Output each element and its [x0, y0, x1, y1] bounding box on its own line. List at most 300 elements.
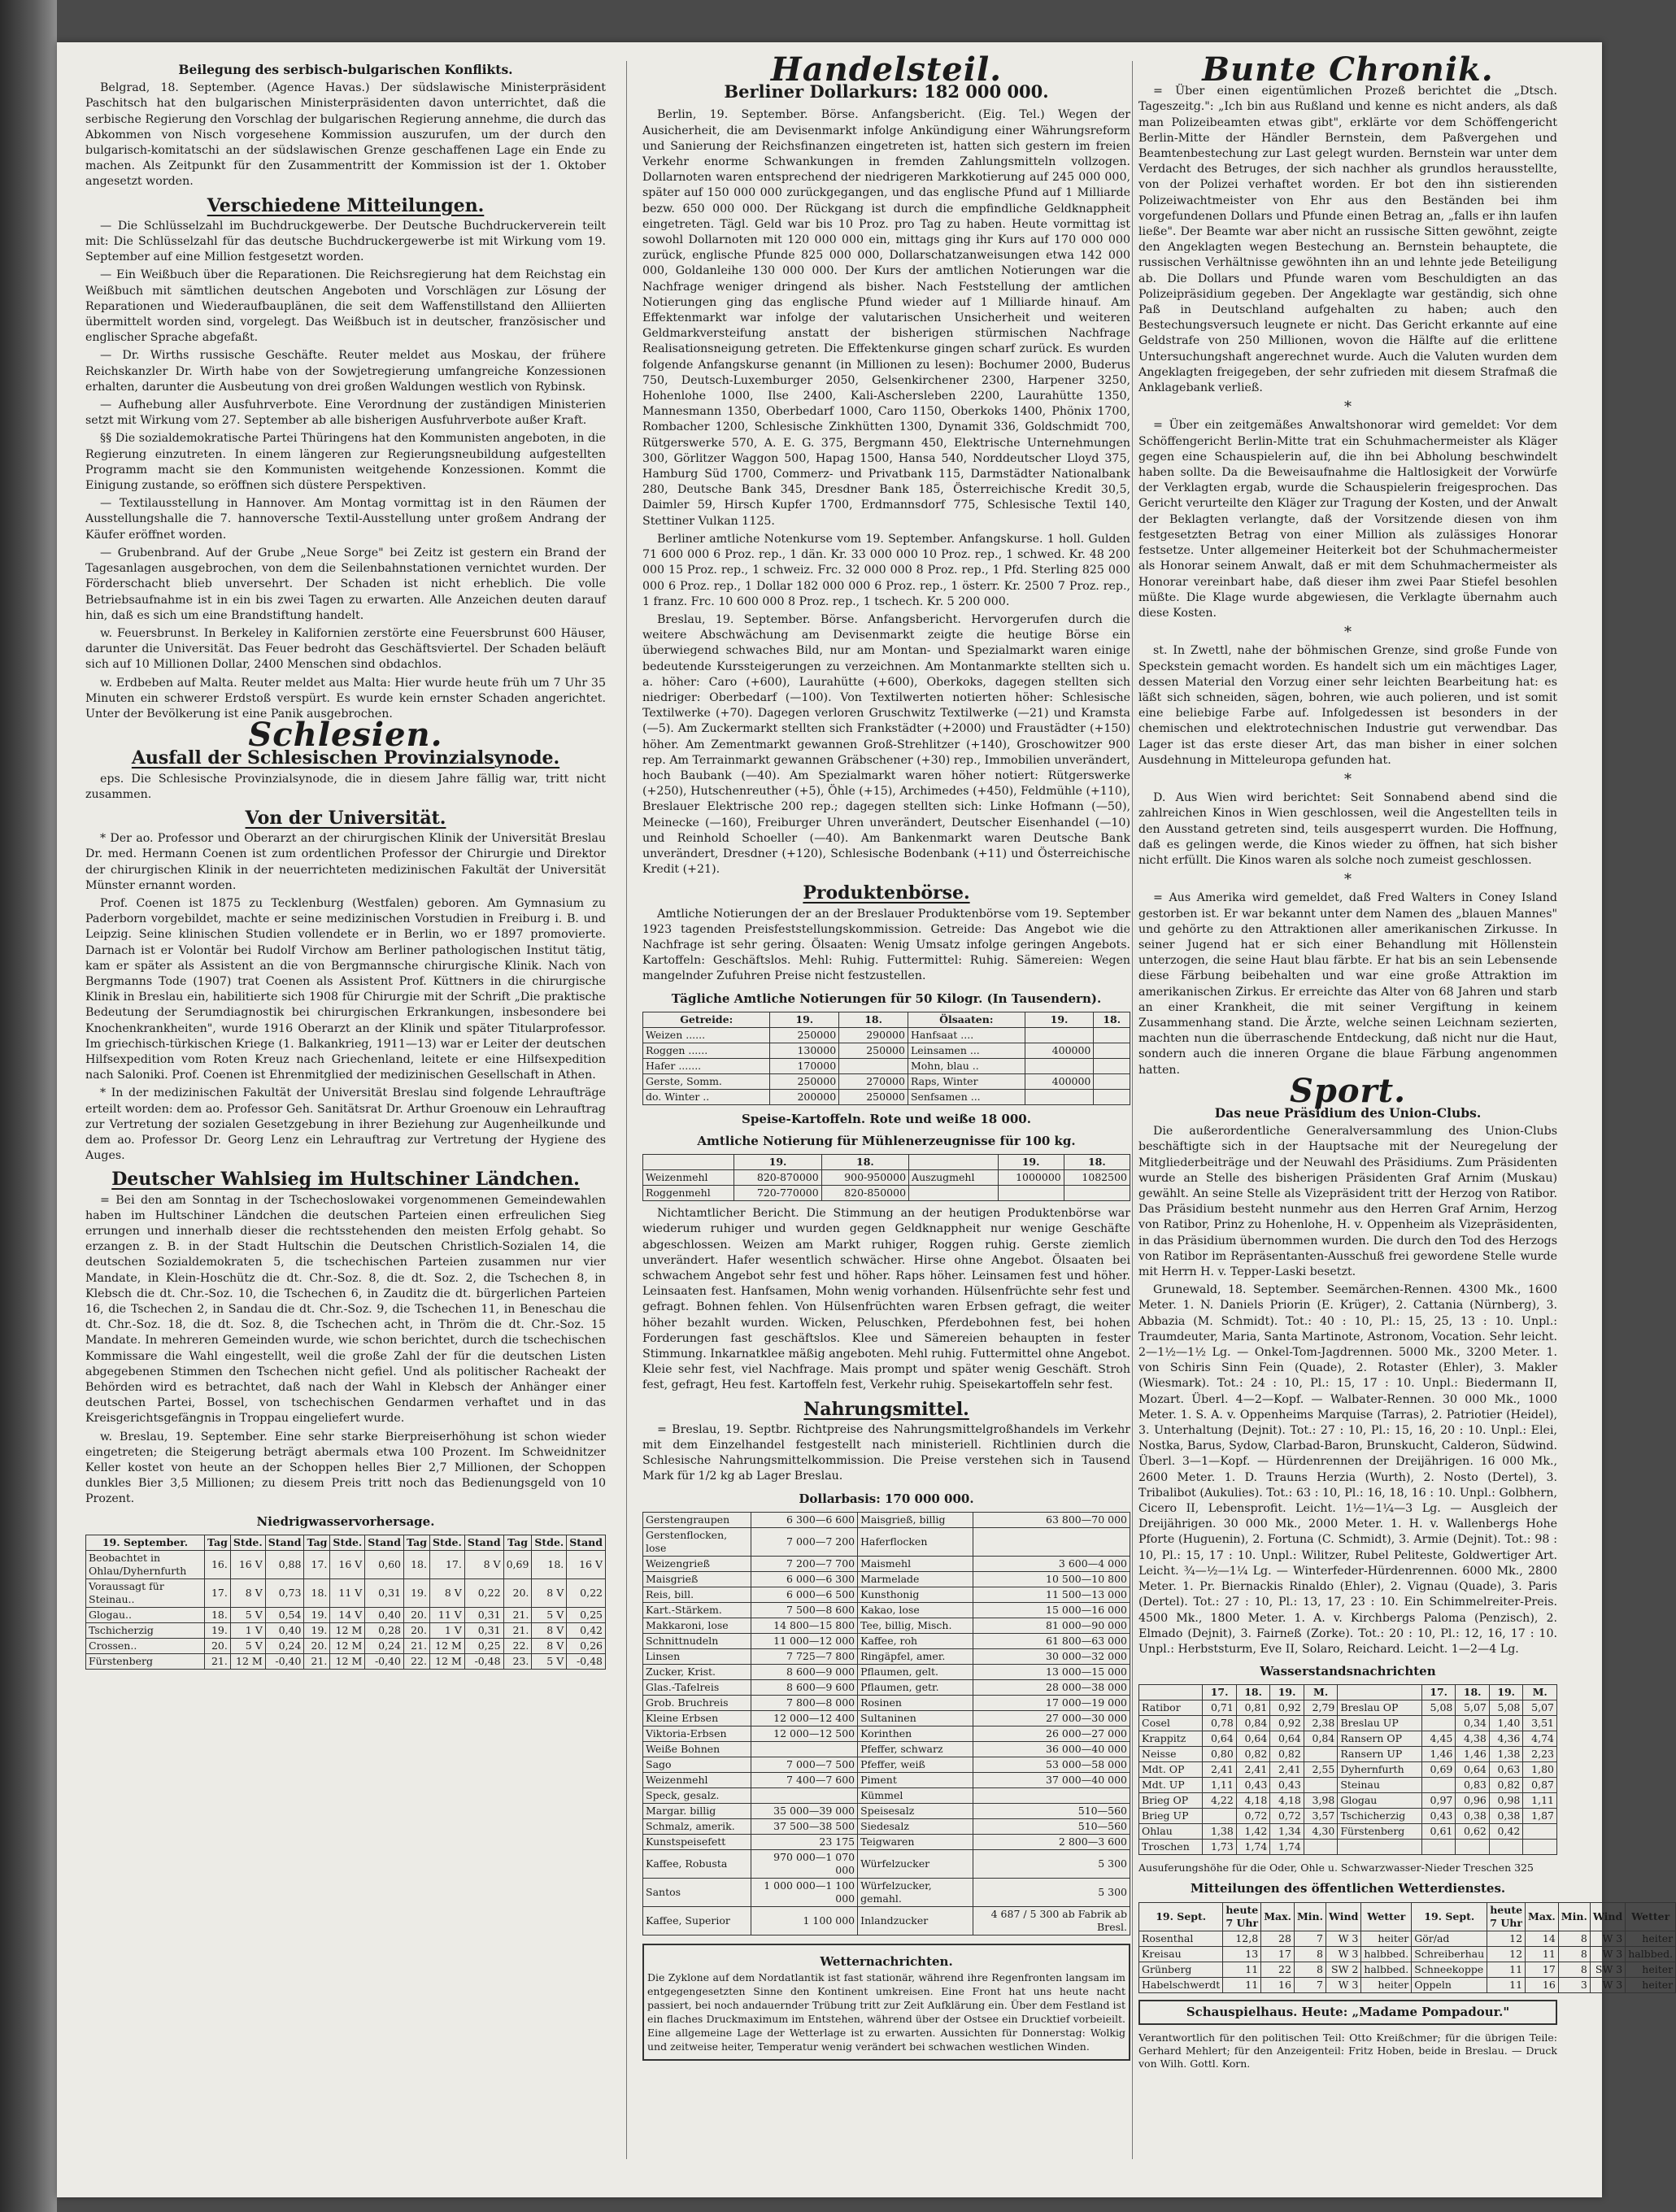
table-cell: 16 V — [567, 1550, 606, 1578]
table-cell: Würfelzucker — [858, 1849, 973, 1878]
table-cell: 0,38 — [1456, 1809, 1490, 1824]
table-cell: 6 300—6 600 — [751, 1512, 857, 1527]
table-cell: Rosenthal — [1139, 1931, 1223, 1946]
table-cell: 21. — [204, 1653, 230, 1669]
table-cell: 0,72 — [1236, 1809, 1270, 1824]
table-cell: Grünberg — [1139, 1962, 1223, 1977]
table-header-cell: 18. — [839, 1012, 908, 1027]
table-cell: 250000 — [770, 1027, 839, 1043]
table-cell: 0,42 — [567, 1622, 606, 1638]
table-cell: 15 000—16 000 — [973, 1602, 1130, 1618]
table-cell — [751, 1787, 857, 1803]
food-prices-table — [642, 1512, 1130, 1936]
table-header-cell: Stand — [567, 1535, 606, 1550]
table-cell — [1025, 1089, 1094, 1104]
table-cell: Sultaninen — [858, 1710, 973, 1726]
table-header-cell: heute 7 Uhr — [1223, 1902, 1261, 1931]
table-cell — [1094, 1043, 1130, 1058]
table-cell — [1304, 1840, 1338, 1855]
article-heading: Von der Universität. — [245, 807, 446, 829]
table-header-row — [86, 1535, 606, 1550]
table-cell: 0,26 — [567, 1638, 606, 1653]
weather-text: Die Zyklone auf dem Nordatlantik ist fast stationär, während ihre Regenfronten langsam im entgegengesetzten Sinne den Kontinent umkreisen. Eine Front hat uns heute nacht passiert, bei noch andauernder Trübung tritt zur Zeit Aufklärung ein. Über dem Festland ist ein flaches Druckmaximum im Entstehen, während über der Ostsee ein Drucktief vorbeieilt. Eine allgemeine Lage der Wetterlage ist zu erwarten. Aussichten für Donnerstag: Wolkig und zeitweise heiter, Temperatur wenig verändert bei schwachen westlichen Winden. — [647, 1970, 1125, 2053]
table-row — [643, 1878, 1130, 1906]
table-cell: 8 V — [532, 1578, 567, 1607]
table-cell: 13 000—15 000 — [973, 1664, 1130, 1679]
article-text: = Breslau, 19. Septbr. Richtpreise des Nahrungsmittelgroßhandels im Verkehr mit dem Einzelhandel festgestellt nach ministeriell. Richtlinien durch die Schlesische Nahrungsmittelkommission. Die Preise verstehen sich in Tausend Mark für 1/2 kg ab Lager Breslau. — [642, 1422, 1130, 1483]
grain-prices-table — [642, 1012, 1130, 1105]
table-cell: 20. — [404, 1607, 430, 1622]
table-cell: 17 — [1526, 1962, 1559, 1977]
table-cell: 1,11 — [1523, 1793, 1557, 1809]
table-cell: 20. — [204, 1638, 230, 1653]
table-cell: 820-850000 — [821, 1186, 908, 1201]
table-cell: 0,24 — [365, 1638, 404, 1653]
table-cell: Mdt. UP — [1139, 1778, 1203, 1793]
article-heading: Beilegung des serbisch-bulgarischen Konflikts. — [178, 62, 513, 77]
table-cell: Brieg OP — [1139, 1793, 1203, 1809]
table-cell: 1,87 — [1523, 1809, 1557, 1824]
table-row — [1139, 1946, 1676, 1962]
separator-star: * — [1344, 871, 1352, 889]
table-cell: 16. — [204, 1550, 230, 1578]
table-cell: 0,96 — [1456, 1793, 1490, 1809]
table-row — [643, 1043, 1130, 1058]
article-text: w. Erdbeben auf Malta. Reuter meldet aus Malta: Hier wurde heute früh um 7 Uhr 35 Minuten ein schwerer Erdstoß verspürt. Es wurde kein ernster Schaden angerichtet. Unter der Bevölkerung ist eine Panik ausgebrochen. — [85, 676, 606, 721]
table-cell: 2,55 — [1304, 1762, 1338, 1778]
table-header-cell: 19. — [1025, 1012, 1094, 1027]
table-body — [643, 1170, 1130, 1201]
table-cell: 5 V — [230, 1638, 265, 1653]
table-cell: 290000 — [839, 1027, 908, 1043]
table-cell: 0,22 — [567, 1578, 606, 1607]
table-cell: 1,74 — [1270, 1840, 1304, 1855]
table-cell: -0,48 — [567, 1653, 606, 1669]
article-text: = Über ein zeitgemäßes Anwaltshonorar wird gemeldet: Vor dem Schöffengericht Berlin-Mitte trat ein Schuhmachermeister als Kläger gegen eine Schauspielerin auf, die ihn bei Abholung beschwindelt haben sollte. Da die Beweisaufnahme die Haltlosigkeit der Vorwürfe der Verklagten ergab, wurde die Schauspielerin freigesprochen. Das Gericht verurteilte den Kläger zur Tragung der Kosten, und der Anwalt der Beklagten verlangte, daß der Vorsitzende diesen von ihm festgesetzten Betrag von einer Million als zulässiges Honorar festsetze. Unter allgemeiner Heiterkeit bot der Schuhmachermeister als Honorar seinem Anwalt, daß er mit dem Schuhmachermeister als Honorar vereinbart habe, daß dieser ihm zwei Paar Stiefel besohlen müßte. Die Klage wurde abgewiesen, die Verklagte übernahm auch diese Kosten. — [1138, 419, 1557, 620]
separator-star: * — [1344, 398, 1352, 416]
table-cell: 8 V — [464, 1550, 503, 1578]
weather-box — [642, 1944, 1130, 2061]
table-cell: Gerste, Somm. — [643, 1073, 770, 1089]
table-cell: 0,25 — [567, 1607, 606, 1622]
table-cell: 11 000—12 000 — [751, 1633, 857, 1648]
table-cell: Gerstengraupen — [643, 1512, 751, 1527]
table-cell: 720-770000 — [734, 1186, 821, 1201]
table-cell: 20. — [304, 1638, 330, 1653]
table-cell: Maisgrieß — [643, 1571, 751, 1587]
table-header-cell: 19. — [998, 1155, 1064, 1170]
article-text: — Grubenbrand. Auf der Grube „Neue Sorge" bei Zeitz ist gestern ein Brand der Tagesanlagen ausgebrochen, von dem die Seilenbahnstationen vernichtet wurden. Der Förderschacht blieb unversehrt. Der Schaden ist nicht erheblich. Die volle Betriebsaufnahme ist in ein bis zwei Tagen zu erwarten. Alle Anzeichen deuten darauf hin, daß es sich um eine Brandstiftung handelt. — [85, 546, 606, 622]
article-text: Amtliche Notierungen der an der Breslauer Produktenbörse vom 19. September 1923 tagenden Preisfeststellungskommission. Getreide: Das Angebot wie die Nachfrage ist sehr gering. Ölsaaten: Wenig Umsatz infolge geringen Angebots. Kartoffeln: Geschäftslos. Mehl: Ruhig. Futtermittel: Ruhig. Sämereien: Wegen mangelnder Zufuhren Preise nicht festzustellen. — [642, 907, 1130, 983]
table-cell: 10 500—10 800 — [973, 1571, 1130, 1587]
section-heading: Produktenbörse. — [803, 882, 970, 904]
table-cell: 0,40 — [365, 1607, 404, 1622]
table-cell: heiter — [1626, 1962, 1676, 1977]
table-cell: 53 000—58 000 — [973, 1757, 1130, 1772]
table-row — [86, 1622, 606, 1638]
table-cell: Leinsamen ... — [908, 1043, 1025, 1058]
table-cell: Maismehl — [858, 1556, 973, 1571]
table-row — [1139, 1977, 1676, 1992]
table-cell: 23. — [503, 1653, 532, 1669]
table-cell — [1421, 1840, 1456, 1855]
table-cell: 4,18 — [1236, 1793, 1270, 1809]
table-header-cell: M. — [1304, 1685, 1338, 1700]
table-cell: 3 — [1558, 1977, 1590, 1992]
table-cell: Teigwaren — [858, 1834, 973, 1849]
table-header-cell — [643, 1155, 734, 1170]
table-cell: 1 000 000—1 100 000 — [751, 1878, 857, 1906]
table-row — [1139, 1747, 1557, 1762]
table-cell: Glogau — [1338, 1793, 1422, 1809]
table-cell: 13 — [1223, 1946, 1261, 1962]
table-cell: 35 000—39 000 — [751, 1803, 857, 1818]
table-cell: 3 600—4 000 — [973, 1556, 1130, 1571]
table-cell: 0,43 — [1270, 1778, 1304, 1793]
table-cell: Kunsthonig — [858, 1587, 973, 1602]
table-header-cell: Min. — [1294, 1902, 1326, 1931]
table-cell: Pflaumen, getr. — [858, 1679, 973, 1695]
table-cell — [1456, 1840, 1490, 1855]
table-cell: Pfeffer, schwarz — [858, 1741, 973, 1757]
column-2 — [642, 50, 1130, 2163]
table-row — [86, 1653, 606, 1669]
article-text: §§ Die sozialdemokratische Partei Thüringens hat den Kommunisten angeboten, in die Regierung einzutreten. In einem längeren zur Regierungsneubildung aufgestellten Programm macht sie den Kommunisten weitgehende Konzessionen. Kommt die Einigung zustande, so eröffnen sich düstere Perspektiven. — [85, 432, 606, 493]
table-cell: 820-870000 — [734, 1170, 821, 1186]
table-cell: W 3 — [1326, 1931, 1360, 1946]
table-cell: 8 V — [230, 1578, 265, 1607]
table-header-cell: Getreide: — [643, 1012, 770, 1027]
table-cell: 5,07 — [1456, 1700, 1490, 1716]
article-text: * In der medizinischen Fakultät der Universität Breslau sind folgende Lehraufträge erteilt worden: dem ao. Professor Geh. Sanitätsrat Dr. Arthur Groenouw ein Lehrauftrag zur Vertretung der sozialen Gesetzgebung in ihrer Beziehung zur Augenheilkunde und dem ao. Professor Dr. Georg Lenz ein Lehrauftrag zur Vertretung der Hygiene des Auges. — [85, 1086, 606, 1163]
table-cell: 8 V — [532, 1622, 567, 1638]
table-row — [643, 1602, 1130, 1618]
table-cell: 0,78 — [1203, 1716, 1237, 1731]
table-cell: 81 000—90 000 — [973, 1618, 1130, 1633]
table-cell: 16 — [1261, 1977, 1295, 1992]
table-cell: Dyhernfurth — [1338, 1762, 1422, 1778]
table-row — [643, 1679, 1130, 1695]
table-cell: W 3 — [1326, 1946, 1360, 1962]
table-cell: 4,45 — [1421, 1731, 1456, 1747]
table-cell: 12,8 — [1223, 1931, 1261, 1946]
article-text: = Bei den am Sonntag in der Tschechoslowakei vorgenommenen Gemeindewahlen haben im Hultschiner Ländchen die deutschen Parteien einen erfreulichen Sieg errungen und innerhalb dieser die rechtsstehenden den meisten Erfolg gehabt. So erzangen z. B. in der Stadt Hultschin die Deutschen Christlich-Sozialen 14, die deutschen Sozialdemokraten 5, die tschechischen Parteien zusammen nur vier Mandate, in Klein-Hoschütz die dt. Chr.-Soz. 8, die dt. Soz. 2, die Tschechen 8, in Klebsch die dt. Chr.-Soz. 10, die Tschechen 6, in Zauditz die dt. bürgerlichen Parteien 16, die Tschechen 2, in Sandau die dt. Chr.-Soz. 9, die Tschechen 11, in Beneschau die dt. Chr.-Soz. 18, die dt. Soz. 8, die Tschechen acht, in Thröm die dt. Chr.-Soz. 15 Mandate. In mehreren Gemeinden wurde, wie schon berichtet, durch die tschechischen Kommissare die Wahl eingestellt, weil die große Zahl der für die deutschen Listen abgegebenen Stimmen den Tschechen nicht gefiel. Und als politischer Racheakt der Behörden wird es betrachtet, daß nach der Wahl in Klebsch der Anhänger einer deutschen Partei, Bossel, von tschechischen Gendarmen verhaftet und in das Kreisgerichtsgefängnis in Troppau eingeliefert wurde. — [85, 1193, 606, 1426]
table-cell — [1203, 1809, 1237, 1824]
table-cell — [1094, 1089, 1130, 1104]
table-cell: 3,98 — [1304, 1793, 1338, 1809]
table-cell: Piment — [858, 1772, 973, 1787]
table-cell: 400000 — [1025, 1073, 1094, 1089]
table-cell: Schneekoppe — [1412, 1962, 1487, 1977]
table-cell: 18. — [532, 1550, 567, 1578]
table-cell: 0,64 — [1236, 1731, 1270, 1747]
table-cell: 1,34 — [1270, 1824, 1304, 1840]
table-cell: 0,98 — [1489, 1793, 1523, 1809]
table-cell: 8 600—9 600 — [751, 1679, 857, 1695]
table-cell: Senfsamen ... — [908, 1089, 1025, 1104]
table-header-cell: 17. — [1421, 1685, 1456, 1700]
article-heading: Deutscher Wahlsieg im Hultschiner Ländchen. — [111, 1169, 580, 1191]
table-cell: 8 — [1558, 1931, 1590, 1946]
table-cell: 5,08 — [1421, 1700, 1456, 1716]
table-row — [643, 1648, 1130, 1664]
table-row — [643, 1571, 1130, 1587]
table-cell: 12 M — [429, 1653, 464, 1669]
flour-prices-table — [642, 1154, 1130, 1201]
table-cell: 8 — [1558, 1962, 1590, 1977]
table-cell: Weiße Bohnen — [643, 1741, 751, 1757]
table-row — [1139, 1716, 1557, 1731]
table-cell: 0,38 — [1489, 1809, 1523, 1824]
table-cell: 0,25 — [464, 1638, 503, 1653]
table-cell: Korinthen — [858, 1726, 973, 1741]
table-cell: Brieg UP — [1139, 1809, 1203, 1824]
table-body — [643, 1512, 1130, 1935]
table-cell: W 3 — [1590, 1977, 1625, 1992]
table-cell: Mohn, blau .. — [908, 1058, 1025, 1073]
table-header-cell: Stand — [464, 1535, 503, 1550]
table-cell: Schnittnudeln — [643, 1633, 751, 1648]
table-cell: 19. — [304, 1607, 330, 1622]
table-cell: Haferflocken — [858, 1527, 973, 1556]
table-cell: 4,74 — [1523, 1731, 1557, 1747]
table-header-cell: Stde. — [532, 1535, 567, 1550]
table-cell: Weizenmehl — [643, 1772, 751, 1787]
table-cell: Ransern OP — [1338, 1731, 1422, 1747]
theater-notice: Schauspielhaus. Heute: „Madame Pompadour." — [1138, 2000, 1557, 2025]
table-cell: 0,81 — [1236, 1700, 1270, 1716]
table-cell: Kaffee, roh — [858, 1633, 973, 1648]
binding-gutter — [0, 0, 57, 2212]
table-cell: 1,40 — [1489, 1716, 1523, 1731]
table-header-cell — [909, 1155, 998, 1170]
table-title: Mitteilungen des öffentlichen Wetterdienstes. — [1190, 1881, 1506, 1896]
table-cell: 19. — [304, 1622, 330, 1638]
table-cell: Breslau UP — [1338, 1716, 1422, 1731]
table-header-row — [643, 1155, 1130, 1170]
table-cell: Krappitz — [1139, 1731, 1203, 1747]
article-text: = Über einen eigentümlichen Prozeß berichtet die „Dtsch. Tageszeitg.": „Ich bin aus Rußland und kenne es nicht anders, als daß man Polizeibeamten etwas gibt", erklärte vor dem Schöffengericht Berlin-Mitte der Händler Bernstein, dem Paßvergehen und Beamtenbestechung zur Last gelegt wurden. Bernstein war unter dem Verdacht des Betruges, der sich nachher als grundlos herausstellte, von der Polizei verhaftet worden. Er bot den ihn sistierenden Polizeiwachtmeister von Ehr aus den Beständen bei ihm vorgefundenen Dollars und Pfunde einen Betrag an, „falls er ihn laufen ließe". Der Beamte war aber nicht an russische Sitten gewöhnt, zeigte den Angeklagten wegen Bestechung an. Bernstein behauptete, die russischen Verhältnisse gewöhnten ihn an und lehnte jede Beteiligung ab. Die Dollars und Pfunde waren vom Beschuldigten an das Polizeipräsidium gegeben. Der Angeklagte war geständig, sich ohne Paß in Deutschland aufgehalten zu haben; auch den Bestechungsversuch leugnete er nicht. Das Gericht erkannte auf eine Geldstrafe von 250 Millionen, wovon die Hälfte auf die erlittene Untersuchungshaft angerechnet wurde. Auch die Valuten wurden dem Angeklagten freigegeben, der sehr zufrieden mit diesem Strafmaß die Anklagebank verließ. — [1138, 85, 1557, 395]
table-cell: 17 — [1261, 1946, 1295, 1962]
table-title: Tägliche Amtliche Notierungen für 50 Kilogr. (In Tausendern). — [671, 991, 1102, 1006]
table-row — [643, 1757, 1130, 1772]
table-header-cell: Max. — [1261, 1902, 1295, 1931]
table-row — [643, 1587, 1130, 1602]
table-cell: 19. — [404, 1578, 430, 1607]
table-cell: heiter — [1361, 1931, 1412, 1946]
table-cell: 0,31 — [365, 1578, 404, 1607]
table-header-cell: Stand — [265, 1535, 304, 1550]
table-cell: 18. — [404, 1550, 430, 1578]
table-cell: 1,73 — [1203, 1840, 1237, 1855]
table-header-cell: Wetter — [1361, 1902, 1412, 1931]
table-cell: Tee, billig, Misch. — [858, 1618, 973, 1633]
table-cell: 2,41 — [1270, 1762, 1304, 1778]
table-header-cell: 18. — [1236, 1685, 1270, 1700]
table-header-cell: 19. Sept. — [1139, 1902, 1223, 1931]
table-row — [643, 1186, 1130, 1201]
table-cell: Cosel — [1139, 1716, 1203, 1731]
table-cell: 12 — [1487, 1931, 1526, 1946]
table-cell: -0,48 — [464, 1653, 503, 1669]
table-cell: 250000 — [839, 1043, 908, 1058]
table-cell: Kleine Erbsen — [643, 1710, 751, 1726]
article-text: Berliner amtliche Notenkurse vom 19. September. Anfangskurse. 1 holl. Gulden 71 600 000 6 Proz. rep., 1 dän. Kr. 33 000 000 10 Proz. rep., 1 schwed. Kr. 48 200 000 15 Proz. rep., 1 schweiz. Frc. 32 000 000 8 Proz. rep., 1 Pfd. Sterling 825 000 000 6 Proz. rep., 1 Dollar 182 000 000 6 Proz. rep., 1 österr. Kr. 2500 7 Proz. rep., 1 franz. Frc. 10 600 000 8 Proz. rep., 1 tschech. Kr. 5 200 000. — [642, 532, 1130, 608]
table-cell — [973, 1527, 1130, 1556]
table-header-cell: Tag — [503, 1535, 532, 1550]
table-cell: 30 000—32 000 — [973, 1648, 1130, 1664]
article-text: = Aus Amerika wird gemeldet, daß Fred Walters in Coney Island gestorben ist. Er war bekannt unter dem Namen des „blauen Mannes" und gehörte zu den Attraktionen aller amerikanischen Zirkusse. In seiner Jugend hat er sich einer Behandlung mit Höllenstein unterzogen, die seine Haut blau färbte. Er hat bis an sein Lebensende diese Färbung beibehalten und war eine große Attraktion im amerikanischen Zirkus. Er erreichte das Alter von 68 Jahren und starb an einer Krankheit, die mit seiner Vergiftung in keinem Zusammenhang stand. Die Ärzte, welche seinen Leichnam sezierten, machten nun die überraschende Entdeckung, daß nicht nur die Haut, sondern auch die inneren Organe die blaue Färbung angenommen hatten. — [1138, 891, 1557, 1077]
table-cell: Ohlau — [1139, 1824, 1203, 1840]
table-cell: 12 M — [330, 1638, 365, 1653]
table-cell: Würfelzucker, gemahl. — [858, 1878, 973, 1906]
table-row — [1139, 1840, 1557, 1855]
table-cell: Hafer ....... — [643, 1058, 770, 1073]
table-row — [643, 1618, 1130, 1633]
table-cell: Margar. billig — [643, 1803, 751, 1818]
table-cell: 4,18 — [1270, 1793, 1304, 1809]
article-text: Berlin, 19. September. Börse. Anfangsbericht. (Eig. Tel.) Wegen der Ausicherheit, die am Devisenmarkt infolge Ankündigung einer Währungsreform und Sanierung der Reichsfinanzen eingetreten ist, hatten sich gestern im freien Verkehr enorme Schwankungen in fremden Zahlungsmitteln vollzogen. Dollarnoten waren entsprechend der niedrigeren Markkotierung auf 245 000 000, später auf 150 000 000 zurückgegangen, und das englische Pfund auf 1 Milliarde bezw. 650 000 000. Der Rückgang ist durch die empfindliche Geldknappheit eingetreten. Tägl. Geld war bis 10 Proz. pro Tag zu haben. Heute vormittag ist sowohl Dollarnoten mit 120 000 000 ein, mittags ging ihr Kurs auf 170 000 000 zurück, englische Pfunde 825 000 000, Dollarschatzanweisungen etwa 142 000 000, Goldanleihe 130 000 000. Der Kurs der amtlichen Notierungen war die Nachfrage weniger dringend als bisher. Nach Feststellung der amtlichen Notierungen ging das englische Pfund wieder auf 1 Milliarde hinauf. Am Effektenmarkt war infolge der valutarischen Unsicherheit und weiteren Geldmarkversteifung anstatt der bisherigen stürmischen Nachfrage Realisationsneigung getreten. Die Effektenkurse gingen scharf zurück. Es wurden folgende Anfangskurse genannt (in Millionen zu lesen): Bochumer 2000, Buderus 750, Deutsch-Luxemburger 2050, Gelsenkirchener 2300, Harpener 3250, Hohenlohe 1000, Ilse 2400, Kali-Aschersleben 2200, Laurahütte 1350, Mannesmann 1350, Oberbedarf 1000, Caro 1150, Oberkoks 1400, Phönix 1700, Rombacher 1200, Schlesische Zinkhütten 1300, Dynamit 336, Goldschmidt 700, Rütgerswerke 570, A. E. G. 375, Bergmann 450, Elektrische Unternehmungen 300, Görlitzer Waggon 500, Hapag 1500, Hansa 540, Norddeutscher Lloyd 375, Hamburg Süd 1700, Commerz- und Privatbank 115, Darmstädter Nationalbank 280, Deutsche Bank 345, Dresdner Bank 185, Österreichische Kredit 30,5, Daimler 59, Hirsch Kupfer 1700, Erdmannsdorf 775, Schlesische Textil 140, Stettiner Vulkan 1125. — [642, 108, 1130, 528]
table-cell — [1523, 1824, 1557, 1840]
table-row — [643, 1633, 1130, 1648]
table-cell: 0,87 — [1523, 1778, 1557, 1793]
table-cell: Troschen — [1139, 1840, 1203, 1855]
table-cell: 61 800—63 000 — [973, 1633, 1130, 1648]
table-cell: 21. — [304, 1653, 330, 1669]
table-cell: Auszugmehl — [909, 1170, 998, 1186]
table-cell — [1094, 1073, 1130, 1089]
table-cell: 0,73 — [265, 1578, 304, 1607]
table-row — [1139, 1793, 1557, 1809]
table-cell: 0,43 — [1236, 1778, 1270, 1793]
table-cell: heiter — [1626, 1977, 1676, 1992]
table-header-cell: Stde. — [429, 1535, 464, 1550]
table-cell: 5 V — [532, 1607, 567, 1622]
table-cell — [1489, 1840, 1523, 1855]
dollar-basis: Dollarbasis: 170 000 000. — [799, 1491, 974, 1506]
table-cell: 6 000—6 300 — [751, 1571, 857, 1587]
table-title: Niedrigwasservorhersage. — [256, 1513, 435, 1529]
table-cell: Oppeln — [1412, 1977, 1487, 1992]
table-header-cell: Stand — [365, 1535, 404, 1550]
table-cell: W 3 — [1326, 1977, 1360, 1992]
table-row — [643, 1073, 1130, 1089]
table-cell: 1,80 — [1523, 1762, 1557, 1778]
column-1 — [85, 57, 606, 2163]
table-cell: Sago — [643, 1757, 751, 1772]
table-row — [643, 1527, 1130, 1556]
table-header-cell: 18. — [821, 1155, 908, 1170]
section-title: Sport. — [1289, 1071, 1406, 1110]
table-body — [1139, 1700, 1557, 1855]
table-cell: 0,61 — [1421, 1824, 1456, 1840]
table-row — [86, 1638, 606, 1653]
table-cell: 4,36 — [1489, 1731, 1523, 1747]
table-cell: 7 800—8 000 — [751, 1695, 857, 1710]
table-note: Speise-Kartoffeln. Rote und weiße 18 000. — [742, 1111, 1031, 1126]
article-heading: Das neue Präsidium des Union-Clubs. — [1214, 1105, 1482, 1121]
article-text: — Ein Weißbuch über die Reparationen. Die Reichsregierung hat dem Reichstag ein Weißbuch mit sämtlichen deutschen Angeboten und Vorschlägen zur Lösung der Reparationen und Wiederaufbauplänen, die seit dem Waffenstillstand den Alliierten übermittelt worden sind, vorgelegt. Das Weißbuch ist in deutscher, französischer und englischer Sprache abgefaßt. — [85, 268, 606, 345]
article-text: eps. Die Schlesische Provinzialsynode, die in diesem Jahre fällig war, tritt nicht zusammen. — [85, 772, 606, 801]
table-cell: 28 — [1261, 1931, 1295, 1946]
table-cell: Kaffee, Superior — [643, 1906, 751, 1935]
table-header-cell: Stde. — [230, 1535, 265, 1550]
table-cell: Mdt. OP — [1139, 1762, 1203, 1778]
article-text: st. In Zwettl, nahe der böhmischen Grenze, sind große Funde von Speckstein gemacht worden. Es handelt sich um ein mächtiges Lager, dessen Material den Vorzug einer sehr leichten Bearbeitung hat: es läßt sich schneiden, sägen, bohren, wie auch polieren, und ist somit eine beliebige Farbe auf. Infolgedessen ist besonders in der chemischen und elektrotechnischen Industrie gut verwendbar. Das Lager ist das erste dieser Art, das man bisher in einer solchen Ausdehnung in Mitteleuropa gefunden hat. — [1138, 644, 1557, 767]
article-text: Prof. Coenen ist 1875 zu Tecklenburg (Westfalen) geboren. Am Gymnasium zu Paderborn vorgebildet, machte er seine medizinischen Vorstudien in Freiburg i. B. und Leipzig. Seine klinischen Studien vollendete er in Berlin, wo er 1897 promovierte. Darnach ist er Volontär bei Rudolf Virchow am Berliner pathologischen Institut tätig, kam er später als Assistent an die von Bergmannsche chirurgische Klinik. Nach von Bergmanns Tode (1907) trat Coenen als Assistent Prof. Küttners in die chirurgische Klinik in Breslau ein, habilitierte sich 1908 für Chirurgie mit der Schrift „Die praktische Bedeutung der Serumdiagnostik bei chirurgischen Erkrankungen, insbesondere bei Knochenkrankheiten", wurde 1916 Oberarzt an der Klinik und später Titularprofessor. Im griechisch-türkischen Kriege (1. Balkankrieg, 1911—13) war er Leiter der deutschen Hilfsexpedition vom Roten Kreuz nach Griechenland, leitete er eine Hilfsexpedition nach Saloniki. Prof. Coenen ist Ehrenmitglied der medizinischen Gesellschaft in Athen. — [85, 896, 606, 1082]
table-footnote: Ausuferungshöhe für die Oder, Ohle u. Schwarzwasser-Nieder Treschen 325 — [1138, 1861, 1534, 1875]
column-rule — [1132, 61, 1133, 2159]
table-cell: 0,62 — [1456, 1824, 1490, 1840]
table-row — [86, 1578, 606, 1607]
table-cell: 0,72 — [1270, 1809, 1304, 1824]
table-cell: Makkaroni, lose — [643, 1618, 751, 1633]
column-3 — [1138, 50, 1674, 2163]
table-cell: 16 V — [330, 1550, 365, 1578]
table-cell: 6 000—6 500 — [751, 1587, 857, 1602]
table-cell: 17. — [204, 1578, 230, 1607]
table-cell: 200000 — [770, 1089, 839, 1104]
table-cell: 7 — [1294, 1931, 1326, 1946]
table-row — [86, 1550, 606, 1578]
table-row — [643, 1906, 1130, 1935]
imprint: Verantwortlich für den politischen Teil: Otto Kreißchmer; für die übrigen Teile: Gerhard Mehlert; für den Anzeigenteil: Fritz Hoben, beide in Breslau. — Druck von Wilh. Gottl. Korn. — [1138, 2031, 1557, 2070]
table-cell — [1421, 1778, 1456, 1793]
table-cell: Raps, Winter — [908, 1073, 1025, 1089]
table-date: 19. September. — [86, 1535, 205, 1550]
article-text: — Dr. Wirths russische Geschäfte. Reuter meldet aus Moskau, der frühere Reichskanzler Dr. Wirth habe von der Sowjetregierung umfangreiche Konzessionen erhalten, darunter die Ausbeutung von drei großen Waldungen westlich von Rybinsk. — [85, 349, 606, 394]
table-cell: Kaffee, Robusta — [643, 1849, 751, 1878]
table-cell: -0,40 — [265, 1653, 304, 1669]
table-cell: 0,82 — [1489, 1778, 1523, 1793]
table-cell: 8 V — [532, 1638, 567, 1653]
table-cell: 22. — [503, 1638, 532, 1653]
table-cell: -0,40 — [365, 1653, 404, 1669]
table-cell: 0,31 — [464, 1622, 503, 1638]
table-cell — [1523, 1840, 1557, 1855]
table-cell — [1025, 1027, 1094, 1043]
table-cell: Crossen.. — [86, 1638, 205, 1653]
table-header-cell: 19. Sept. — [1412, 1902, 1487, 1931]
table-cell: 0,82 — [1236, 1747, 1270, 1762]
table-cell: 0,64 — [1270, 1731, 1304, 1747]
table-cell: 12 M — [230, 1653, 265, 1669]
table-header-cell: 18. — [1456, 1685, 1490, 1700]
table-cell: 7 200—7 700 — [751, 1556, 857, 1571]
table-cell: 0,92 — [1270, 1716, 1304, 1731]
table-cell: 0,22 — [464, 1578, 503, 1607]
table-cell: 21. — [503, 1607, 532, 1622]
table-cell: 8 — [1558, 1946, 1590, 1962]
table-cell: 11 — [1526, 1946, 1559, 1962]
table-cell: 5,08 — [1489, 1700, 1523, 1716]
table-cell: Viktoria-Erbsen — [643, 1726, 751, 1741]
table-header-row — [643, 1012, 1130, 1027]
table-cell: 14 V — [330, 1607, 365, 1622]
table-cell: 20. — [404, 1622, 430, 1638]
table-cell: 2,79 — [1304, 1700, 1338, 1716]
table-cell: Linsen — [643, 1648, 751, 1664]
table-header-cell: M. — [1523, 1685, 1557, 1700]
table-cell: 0,92 — [1270, 1700, 1304, 1716]
table-row — [643, 1089, 1130, 1104]
article-heading: Ausfall der Schlesischen Provinzialsynode. — [131, 747, 560, 769]
table-cell: 26 000—27 000 — [973, 1726, 1130, 1741]
table-cell: 12 000—12 400 — [751, 1710, 857, 1726]
article-text: Grunewald, 18. September. Seemärchen-Rennen. 4300 Mk., 1600 Meter. 1. N. Daniels Priorin (E. Krüger), 2. Cattania (Nürnberg), 3. Abbazia (M. Schmidt). Tot.: 40 : 10, Pl.: 15, 25, 13 : 10. Unpl.: Traumdeuter, Maria, Santa Martinote, Astronom, Vocation. Sehr leicht. 2—1½—1½ Lg. — Onkel-Tom-Jagdrennen. 5000 Mk., 3200 Meter. 1. von Schiris Sinn Fein (Quade), 2. Rotaster (Ehler), 3. Makler (Wiesmark). Tot.: 24 : 10, Pl.: 15, 17 : 10. Unpl.: Biedermann II, Mozart. Überl. 4—2—Kopf. — Walbater-Rennen. 30 000 Mk., 1000 Meter. 1. S. A. v. Oppenheims Marquise (Tarras), 2. Patriotier (Heidel), 3. Unterhaltung (Dejnit). Tot.: 27 : 10, Pl.: 15, 16, 20 : 10. Unpl.: Elei, Nostka, Barus, Sydow, Clarbad-Baron, Brunskucht, Calderon, Südwind. Überl. 3—1—Kopf. — Hürdenrennen der Dreijährigen. 16 000 Mk., 2600 Meter. 1. D. Trauns Herzia (Wurth), 2. Nosto (Dertel), 3. Tribalibot (Aukulies). Tot.: 63 : 10, Pl.: 16, 18, 16 : 10. Unpl.: Golbhern, Cicero II, Lebensprofit. Leicht. 1½—1¼—3 Lg. — Ausgleich der Dreijährigen. 30 000 Mk., 2000 Meter. 1. H. v. Wallenbergs Hohe Pforte (Huguenin), 2. Fortuna (C. Schmidt), 3. Armie (Dejnit). Tot.: 98 : 10, Pl.: 15, 17 : 10. Unpl.: Wilitzer, Rubel Peliteste, Goldwertiger Art. Leicht. ¾—½—1¼ Lg. — Winterfeder-Hürdenrennen. 6000 Mk., 2800 Meter. 1. Pr. Biernackis Rinaldo (Ehler), 2. Vignau (Quade), 3. Paris (Dertel). Tot.: 27 : 10, Pl.: 13, 17, 23 : 10. Ein Schimmelreiter-Preis. 4500 Mk., 1800 Meter. 1. A. v. Kirchbergs Paloma (Penzisch), 2. Elmado (Dejnit), 3. Fairneß (Zorke). Tot.: 20 : 10, Pl.: 12, 16, 17 : 10. Unpl.: Herbststurm, Eve II, Solaro, Reichard. Leicht. 1—2—4 Lg. — [1138, 1283, 1557, 1656]
table-cell: Steinau — [1338, 1778, 1422, 1793]
section-heading: Verschiedene Mitteilungen. — [207, 194, 485, 216]
